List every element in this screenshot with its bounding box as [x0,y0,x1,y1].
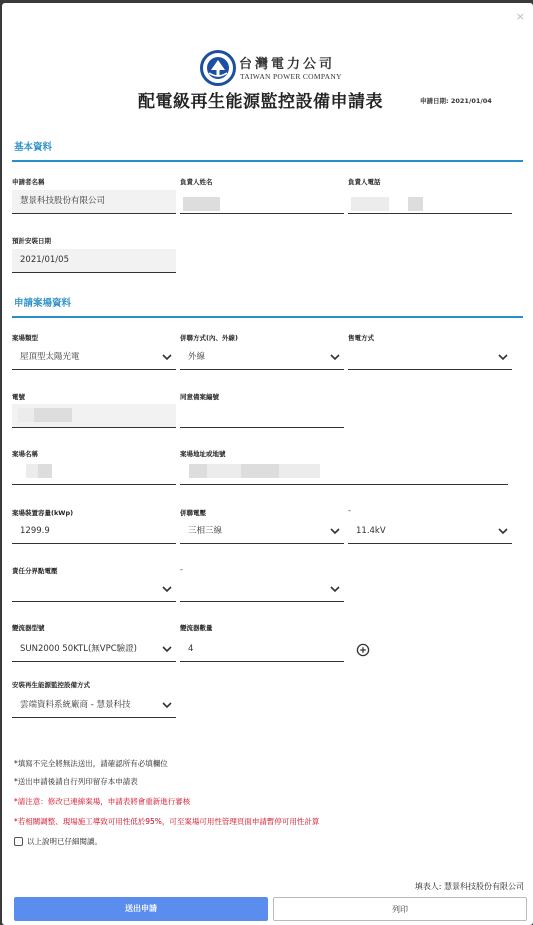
section-divider [12,160,523,162]
install-date-label: 預計安裝日期 [12,237,51,245]
contact-phone-label: 負責人電話 [348,178,381,186]
redacted-block [279,464,320,478]
print-button[interactable]: 列印 [273,897,527,921]
install-method-label: 安裝再生能源監控設備方式 [12,681,90,689]
redacted-block [207,464,241,478]
consent-no-field[interactable] [180,404,344,428]
chevron-down-icon [162,585,172,593]
capacity-field[interactable]: 1299.9 [12,520,176,544]
note-print: *送出申請後請自行列印留存本申請表 [14,777,138,786]
site-name-label: 案場名稱 [12,450,38,458]
site-type-select[interactable] [12,346,176,370]
chevron-down-icon [330,585,340,593]
chevron-down-icon [330,527,340,535]
taipower-logo [200,50,236,86]
inverter-model-label: 變流器型號 [12,624,45,632]
note-reaudit: *請注意：修改已連線案場，申請表將會重新進行審核 [14,797,191,806]
contact-name-label: 負責人姓名 [180,178,213,186]
redacted-block [241,464,279,478]
sale-mode-label: 售電方式 [348,334,374,342]
boundary-voltage-select[interactable] [12,578,176,602]
redacted-block [351,197,389,211]
confirm-checkbox[interactable] [14,837,23,846]
grid-mode-select[interactable] [180,346,344,370]
company-name-zh: 台灣電力公司 [239,57,336,72]
redacted-block [189,464,207,478]
inverter-qty-field[interactable]: 4 [180,638,344,662]
redacted-block [18,408,34,422]
boundary-level-select[interactable] [180,578,344,602]
install-date-field[interactable]: 2021/01/05 [12,249,176,273]
section-divider [12,316,523,318]
voltage-level-value: 11.4kV [356,526,386,536]
inverter-model-value: SUN2000 50KTL(無VPC驗證) [20,644,137,654]
site-type-value: 屋頂型太陽光電 [20,352,80,362]
chevron-down-icon [330,353,340,361]
section-title-site: 申請案場資料 [14,298,72,309]
boundary-voltage-label: 責任分界點電壓 [12,567,58,575]
submit-button[interactable]: 送出申請 [14,897,268,921]
voltage-label: 併聯電壓 [180,509,206,517]
note-availability: *若相關調整、現場施工導致可用性低於95%，可至案場可用性管理頁面申請暫停可用性計算 [14,817,320,826]
inverter-model-select[interactable] [12,638,176,662]
chevron-down-icon [162,645,172,653]
inverter-qty-label: 變流器數量 [180,624,213,632]
applicant-field[interactable]: 慧景科技股份有限公司 [12,190,176,214]
redacted-block [38,464,52,478]
chevron-down-icon [498,353,508,361]
capacity-label: 案場裝置容量(kWp) [12,509,74,517]
note-incomplete: *填寫不完全將無法送出，請確認所有必填欄位 [14,759,168,768]
chevron-down-icon [498,527,508,535]
redacted-block [183,197,220,211]
company-name-en: TAIWAN POWER COMPANY [240,72,342,81]
apply-date: 申請日期: 2021/01/04 [420,97,492,105]
applicant-label: 申請者名稱 [12,178,45,186]
consent-no-label: 同意備案編號 [180,393,219,401]
voltage-select[interactable] [180,520,344,544]
voltage-dash: - [348,506,351,515]
page-title: 配電級再生能源監控設備申請表 [138,92,383,112]
grid-mode-value: 外線 [188,352,206,362]
close-icon[interactable]: × [515,10,525,23]
install-method-value: 雲端資料系統廠商 - 慧景科技 [20,700,131,710]
meter-no-label: 電號 [12,393,25,401]
filler-name: 填表人: 慧景科技股份有限公司 [414,882,524,891]
voltage-value: 三相三線 [188,526,223,536]
site-address-label: 案場地址或地號 [180,450,226,458]
voltage-level-select[interactable] [348,520,512,544]
plus-circle-icon[interactable] [356,643,370,657]
chevron-down-icon [162,353,172,361]
redacted-block [408,197,423,211]
chevron-down-icon [162,701,172,709]
section-title-basic: 基本資料 [14,142,53,153]
grid-mode-label: 併聯方式(內、外線) [180,334,238,342]
site-type-label: 案場類型 [12,334,38,342]
boundary-dash: - [180,565,183,574]
sale-mode-select[interactable] [348,346,512,370]
application-modal [2,3,533,925]
redacted-block [26,464,38,478]
redacted-block [34,408,72,422]
confirm-checkbox-label[interactable]: 以上說明已仔細閱讀。 [27,837,102,846]
install-method-select[interactable] [12,694,176,718]
